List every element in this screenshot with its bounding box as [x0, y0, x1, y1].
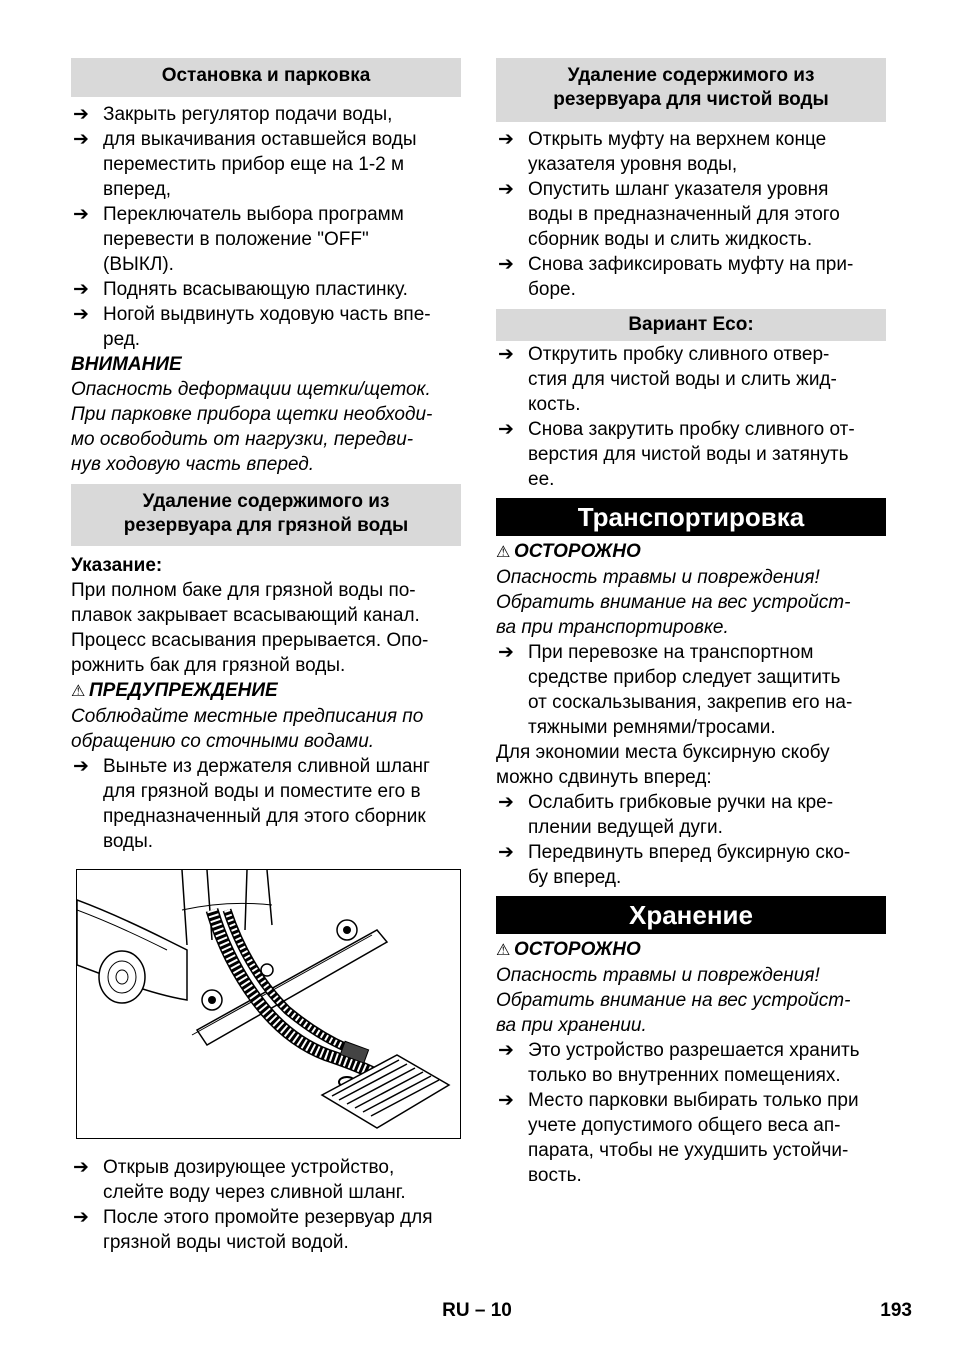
list-item-line: слейте воду через сливной шланг.	[103, 1182, 406, 1203]
storage-caution-label: ОСТОРОЖНО	[514, 939, 641, 960]
right-arrow-icon: ➔	[498, 419, 514, 440]
section-title-dirty-water	[71, 484, 461, 546]
list-item	[71, 754, 461, 854]
list-item	[71, 127, 461, 202]
list-item-line: указателя уровня воды,	[528, 154, 738, 175]
note-line: При полном баке для грязной воды по-	[71, 580, 416, 601]
list-item-line: (ВЫКЛ).	[103, 254, 174, 275]
list-item-line: Выньте из держателя сливной шланг	[103, 756, 430, 777]
list-item-line: воды в предназначенный для этого	[528, 204, 840, 225]
right-arrow-icon: ➔	[73, 129, 89, 150]
warning-label: ПРЕДУПРЕЖДЕНИЕ	[89, 680, 278, 701]
note-line: Процесс всасывания прерывается. Опо-	[71, 630, 429, 651]
right-arrow-icon: ➔	[498, 254, 514, 275]
list-item	[71, 102, 461, 127]
list-item	[496, 177, 886, 252]
transport-list	[496, 640, 886, 740]
section-title-storage: Хранение	[496, 896, 886, 934]
transport-caution-label: ОСТОРОЖНО	[514, 541, 641, 562]
drain-hose-illustration	[76, 869, 461, 1139]
dirty-water-list-after	[71, 1155, 461, 1255]
list-item	[496, 127, 886, 177]
dirty-water-list	[71, 754, 461, 854]
list-item	[496, 1038, 886, 1088]
list-item-line: тяжными ремнями/тросами.	[528, 717, 776, 738]
list-item-line: перевести в положение "OFF"	[103, 229, 369, 250]
storage-list	[496, 1038, 886, 1188]
transport-text-line: Для экономии места буксирную скобу	[496, 742, 830, 763]
attention-line: При парковке прибора щетки необходи-	[71, 404, 433, 425]
list-item	[496, 640, 886, 740]
list-item-line: Место парковки выбирать только при	[528, 1090, 859, 1111]
warning-heading	[71, 678, 461, 704]
list-item-line: плении ведущей дуги.	[528, 817, 723, 838]
list-item-line: Открыв дозирующее устройство,	[103, 1157, 395, 1178]
transport-text	[496, 740, 886, 790]
caution-line: Обратить внимание на вес устройст-	[496, 990, 851, 1011]
list-item-line: воды.	[103, 831, 154, 852]
attention-text	[71, 377, 461, 477]
stop-parking-list	[71, 102, 461, 352]
right-arrow-icon: ➔	[73, 1157, 89, 1178]
list-item-line: Снова закрутить пробку сливного от-	[528, 419, 855, 440]
list-item-line: Передвинуть вперед буксирную ско-	[528, 842, 851, 863]
right-arrow-icon: ➔	[498, 344, 514, 365]
list-item	[71, 202, 461, 277]
list-item-line: для выкачивания оставшейся воды	[103, 129, 417, 150]
list-item-line: верстия для чистой воды и затянуть	[528, 444, 849, 465]
right-arrow-icon: ➔	[73, 304, 89, 325]
section-title-eco: Вариант Eco:	[496, 309, 886, 341]
list-item-line: Закрыть регулятор подачи воды,	[103, 104, 393, 125]
storage-caution-text	[496, 963, 886, 1038]
note-line: рожнить бак для грязной воды.	[71, 655, 346, 676]
list-item-line: Поднять всасывающую пластинку.	[103, 279, 408, 300]
section-title-line: Удаление содержимого из	[567, 65, 815, 86]
caution-line: Опасность травмы и повреждения!	[496, 567, 820, 588]
list-item-line: Опустить шланг указателя уровня	[528, 179, 829, 200]
list-item-line: средстве прибор следует защитить	[528, 667, 841, 688]
list-item-line: сборник воды и слить жидкость.	[528, 229, 813, 250]
attention-line: нув ходовую часть вперед.	[71, 454, 315, 475]
right-arrow-icon: ➔	[498, 842, 514, 863]
list-item-line: Ногой выдвинуть ходовую часть впе-	[103, 304, 431, 325]
list-item	[71, 1205, 461, 1255]
transport-caution-text	[496, 565, 886, 640]
list-item-line: Переключатель выбора программ	[103, 204, 404, 225]
eco-list	[496, 342, 886, 492]
right-column	[496, 58, 886, 1188]
list-item	[496, 840, 886, 890]
caution-line: Опасность травмы и повреждения!	[496, 965, 820, 986]
warning-triangle-icon: ⚠	[496, 942, 511, 959]
section-title-clean-water	[496, 58, 886, 122]
caution-line: ва при хранении.	[496, 1015, 647, 1036]
list-item-line: кость.	[528, 394, 581, 415]
list-item-line: Снова зафиксировать муфту на при-	[528, 254, 854, 275]
list-item-line: от соскальзывания, закрепив его на-	[528, 692, 853, 713]
list-item	[71, 1155, 461, 1205]
right-arrow-icon: ➔	[73, 204, 89, 225]
list-item	[71, 302, 461, 352]
transport-caution-heading	[496, 539, 886, 565]
left-column	[71, 58, 461, 1255]
list-item	[496, 417, 886, 492]
page-footer-label: RU – 10	[442, 1300, 512, 1321]
list-item-line: ее.	[528, 469, 555, 490]
storage-caution-heading	[496, 937, 886, 963]
note-text	[71, 578, 461, 678]
section-title-transport: Транспортировка	[496, 498, 886, 536]
list-item-line: вперед,	[103, 179, 172, 200]
list-item-line: Ослабить грибковые ручки на кре-	[528, 792, 834, 813]
list-item-line: ред.	[103, 329, 141, 350]
attention-line: Опасность деформации щетки/щеток.	[71, 379, 431, 400]
list-item-line: Открутить пробку сливного отвер-	[528, 344, 830, 365]
note-label: Указание:	[71, 555, 163, 576]
machine-drawing	[77, 870, 461, 1139]
list-item-line: бу вперед.	[528, 867, 622, 888]
list-item	[496, 1088, 886, 1188]
list-item-line: При перевозке на транспортном	[528, 642, 814, 663]
list-item-line: Открыть муфту на верхнем конце	[528, 129, 827, 150]
list-item	[71, 277, 461, 302]
list-item-line: предназначенный для этого сборник	[103, 806, 426, 827]
page-number: 193	[880, 1300, 912, 1321]
transport-text-line: можно сдвинуть вперед:	[496, 767, 712, 788]
list-item-line: переместить прибор еще на 1-2 м	[103, 154, 405, 175]
transport-list-2	[496, 790, 886, 890]
section-title-line: Удаление содержимого из	[142, 491, 390, 512]
right-arrow-icon: ➔	[498, 1040, 514, 1061]
right-arrow-icon: ➔	[73, 1207, 89, 1228]
right-arrow-icon: ➔	[73, 104, 89, 125]
list-item-line: учете допустимого общего веса ап-	[528, 1115, 841, 1136]
list-item-line: только во внутренних помещениях.	[528, 1065, 841, 1086]
list-item-line: грязной воды чистой водой.	[103, 1232, 349, 1253]
warning-line: обращению со сточными водами.	[71, 731, 375, 752]
list-item-line: парата, чтобы не ухудшить устойчи-	[528, 1140, 849, 1161]
clean-water-list	[496, 127, 886, 302]
section-title-line: резервуара для чистой воды	[553, 89, 829, 110]
list-item-line: для грязной воды и поместите его в	[103, 781, 421, 802]
section-title-stop-parking: Остановка и парковка	[71, 58, 461, 97]
list-item	[496, 252, 886, 302]
note-line: плавок закрывает всасывающий канал.	[71, 605, 420, 626]
caution-line: ва при транспортировке.	[496, 617, 729, 638]
list-item-line: После этого промойте резервуар для	[103, 1207, 433, 1228]
warning-triangle-icon: ⚠	[496, 544, 511, 561]
list-item	[496, 790, 886, 840]
right-arrow-icon: ➔	[498, 179, 514, 200]
right-arrow-icon: ➔	[498, 1090, 514, 1111]
list-item-line: боре.	[528, 279, 576, 300]
section-title-line: резервуара для грязной воды	[123, 515, 409, 536]
list-item-line: стия для чистой воды и слить жид-	[528, 369, 837, 390]
right-arrow-icon: ➔	[498, 642, 514, 663]
list-item-line: вость.	[528, 1165, 582, 1186]
list-item-line: Это устройство разрешается хранить	[528, 1040, 860, 1061]
list-item	[496, 342, 886, 417]
right-arrow-icon: ➔	[73, 756, 89, 777]
right-arrow-icon: ➔	[498, 792, 514, 813]
right-arrow-icon: ➔	[73, 279, 89, 300]
attention-label: ВНИМАНИЕ	[71, 354, 182, 375]
warning-text	[71, 704, 461, 754]
warning-line: Соблюдайте местные предписания по	[71, 706, 424, 727]
attention-line: мо освободить от нагрузки, передви-	[71, 429, 414, 450]
caution-line: Обратить внимание на вес устройст-	[496, 592, 851, 613]
right-arrow-icon: ➔	[498, 129, 514, 150]
warning-triangle-icon: ⚠	[71, 683, 86, 700]
